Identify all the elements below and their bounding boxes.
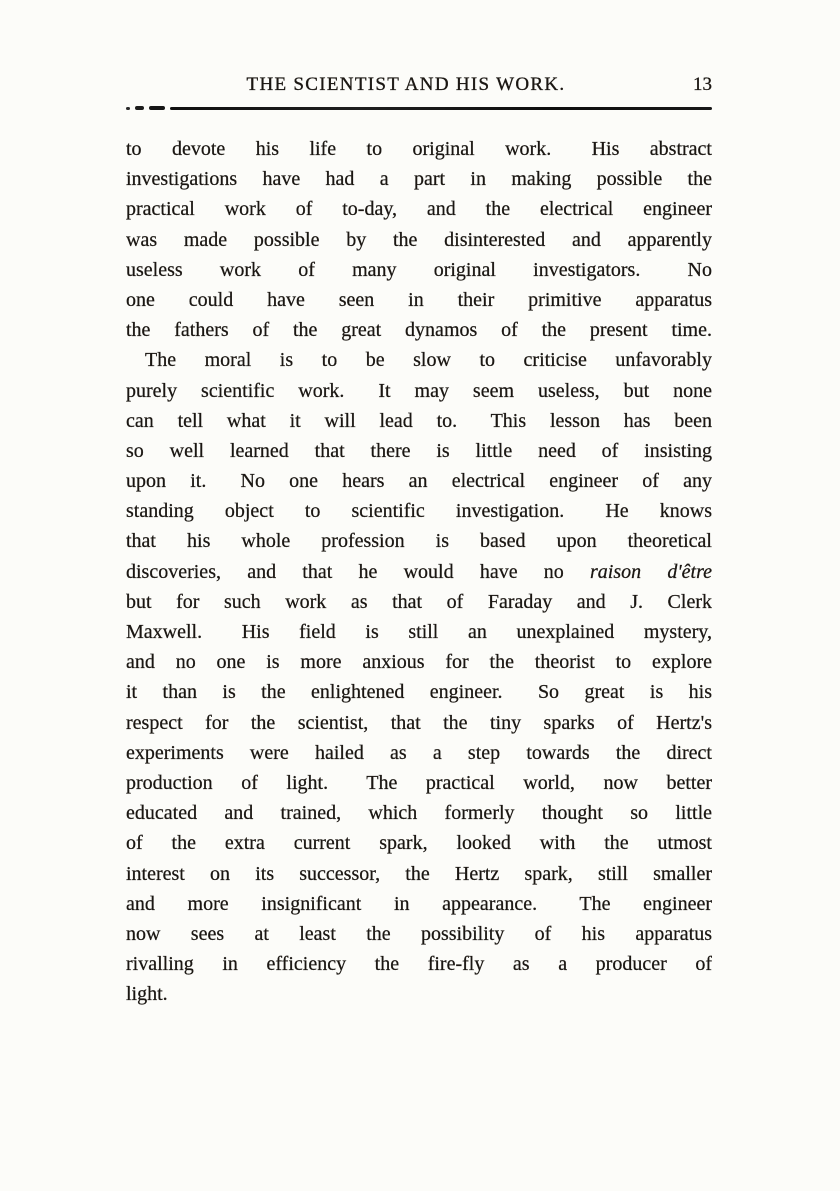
text-line	[126, 677, 712, 707]
text-segment: it than is the enlightened engineer. So great is his	[126, 681, 712, 704]
text-segment: of the extra current spark, looked with the utmost	[126, 832, 712, 855]
text-line	[126, 164, 712, 194]
text-line	[126, 557, 712, 587]
text-segment: now sees at least the possibility of his apparatus	[126, 922, 712, 945]
text-segment: can tell what it will lead to. This lesson has been	[126, 409, 712, 432]
text-segment: to devote his life to original work. His abstract	[126, 138, 712, 160]
text-segment: purely scientific work. It may seem useless, but none	[126, 379, 712, 402]
text-segment: one could have seen in their primitive apparatus	[126, 288, 712, 311]
text-line	[126, 919, 712, 949]
text-line	[126, 194, 712, 224]
text-line	[126, 798, 712, 828]
page-number: 13	[693, 74, 712, 95]
text-segment: useless work of many original investigators. No	[126, 258, 712, 281]
text-segment: production of light. The practical world, now better	[126, 771, 712, 794]
running-head: THE SCIENTIST AND HIS WORK.	[246, 74, 566, 95]
text-line	[126, 617, 712, 647]
text-segment: the fathers of the great dynamos of the present time.	[126, 319, 712, 342]
rule-dash-dot	[126, 107, 130, 110]
text-segment: investigations have had a part in making possible the	[126, 168, 712, 191]
text-segment: but for such work as that of Faraday and J. Clerk	[126, 590, 712, 613]
text-segment: respect for the scientist, that the tiny sparks of Hertz's	[126, 711, 712, 734]
text-line	[126, 225, 712, 255]
text-line	[126, 315, 712, 345]
text-segment: rivalling in efficiency the fire-fly as a producer of	[126, 953, 712, 976]
text-line	[126, 828, 712, 858]
text-segment: The moral is to be slow to criticise unfavorably	[145, 349, 712, 372]
text-line	[126, 376, 712, 406]
header-rule	[126, 105, 712, 111]
rule-dash-short	[135, 106, 144, 110]
text-line	[126, 708, 712, 738]
text-line	[126, 436, 712, 466]
rule-bar	[170, 107, 712, 110]
text-line	[126, 738, 712, 768]
text-line	[126, 979, 712, 1009]
text-line	[126, 466, 712, 496]
text-segment: that his whole profession is based upon theoretical	[126, 530, 712, 553]
text-line	[126, 345, 712, 375]
text-segment: Maxwell. His field is still an unexplained mystery,	[126, 621, 712, 643]
text-line	[126, 859, 712, 889]
text-segment: interest on its successor, the Hertz spark, still smaller	[126, 862, 712, 885]
text-segment: experiments were hailed as a step towards the direct	[126, 741, 712, 764]
text-line	[126, 587, 712, 617]
text-line	[126, 406, 712, 436]
text-line	[126, 496, 712, 526]
text-line	[126, 889, 712, 919]
text-segment: and more insignificant in appearance. The engineer	[126, 892, 712, 915]
text-segment: upon it. No one hears an electrical engineer of any	[126, 470, 712, 493]
text-segment: standing object to scientific investigation. He knows	[126, 500, 712, 523]
text-line	[126, 526, 712, 556]
text-line	[126, 285, 712, 315]
text-segment: light.	[126, 983, 168, 1006]
text-line	[126, 134, 712, 164]
text-segment: so well learned that there is little need of insisting	[126, 439, 712, 462]
page-body	[126, 134, 712, 1009]
rule-dash-long	[149, 106, 165, 110]
text-line	[126, 647, 712, 677]
italic-text-segment: raison d'être	[590, 560, 712, 583]
text-line	[126, 768, 712, 798]
text-line	[126, 949, 712, 979]
text-segment: practical work of to-day, and the electrical engineer	[126, 198, 712, 221]
text-segment: and no one is more anxious for the theorist to explore	[126, 651, 712, 674]
text-segment: was made possible by the disinterested and apparently	[126, 228, 712, 251]
text-line	[126, 255, 712, 285]
text-segment: discoveries, and that he would have no	[126, 560, 591, 583]
text-segment: educated and trained, which formerly thought so little	[126, 802, 712, 825]
